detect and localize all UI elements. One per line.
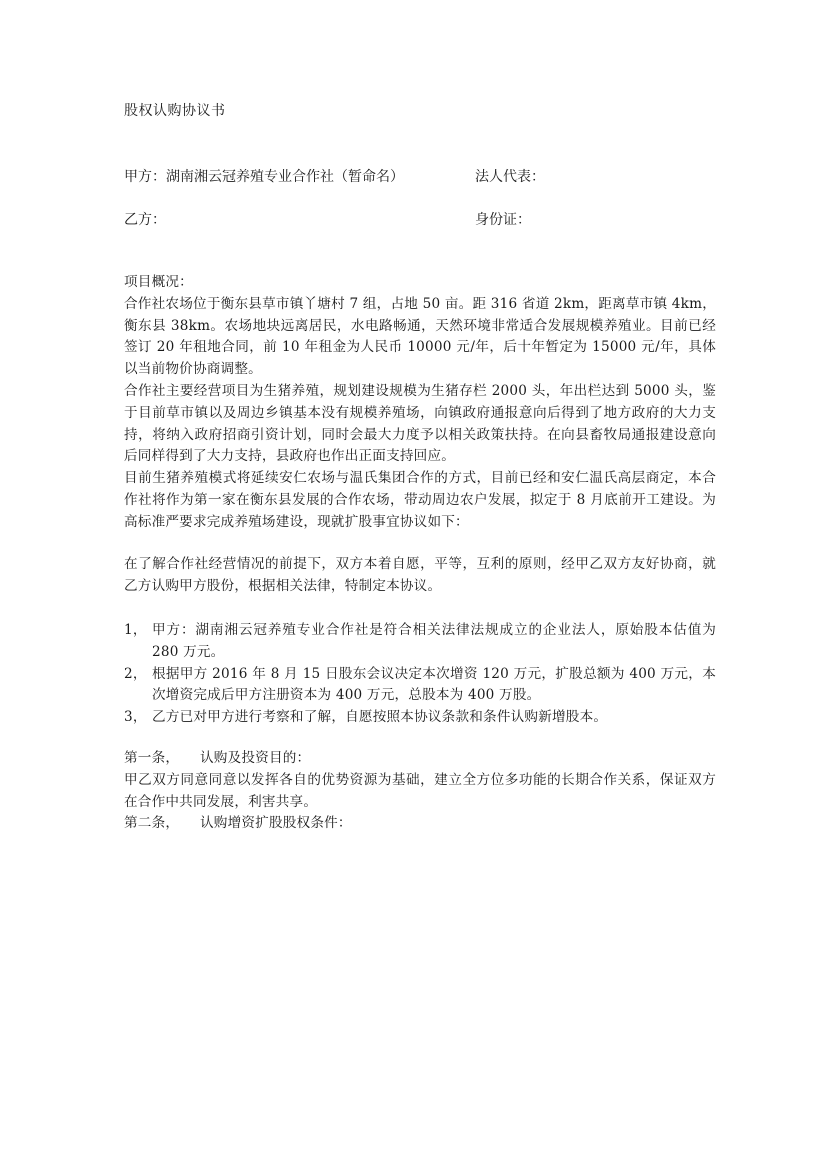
overview-paragraph-location: 合作社农场位于衡东县草市镇丫塘村 7 组，占地 50 亩。距 316 省道 2km，距离草市镇 4km，衡东县 38km。农场地块远离居民，水电路畅通，天然环境非常适合发展规模养殖业。目前已经签订 20 年租地合同，前 10 年租金为人民币 10000 元/年，后十年暂定为 15000 元/年，具体以当前物价协商调整。 (124, 295, 716, 378)
preamble-text: 在了解合作社经营情况的前提下，双方本着自愿，平等，互利的原则，经甲乙双方友好协商，就乙方认购甲方股份，根据相关法律，特制定本协议。 (124, 556, 716, 594)
overview-heading: 项目概况： (124, 274, 193, 290)
recitals-list (124, 620, 716, 729)
party-a-label: 甲方：湖南湘云冠养殖专业合作社（暂命名） (124, 169, 404, 185)
id-card-label: 身份证： (475, 212, 531, 228)
recital-number: 1， (124, 622, 147, 638)
article-2-heading (124, 813, 716, 835)
article-1-label: 第一条， (124, 750, 180, 766)
recital-number: 3， (124, 709, 147, 726)
party-b-label: 乙方： (124, 212, 166, 228)
recital-item (124, 664, 716, 708)
project-overview (124, 272, 716, 534)
article-2-label: 第二条， (124, 815, 180, 832)
agreement-preamble (124, 554, 716, 598)
party-b-row (124, 209, 724, 231)
recital-item (124, 707, 716, 729)
recital-item (124, 620, 716, 664)
legal-representative-label: 法人代表： (475, 169, 545, 185)
recital-text: 根据甲方 2016 年 8 月 15 日股东会议决定本次增资 120 万元，扩股总额为 400 万元，本次增资完成后甲方注册资本为 400 万元，总股本为 400 万股。 (152, 665, 716, 704)
document-title: 股权认购协议书 (124, 103, 226, 119)
recital-text: 乙方已对甲方进行考察和了解，自愿按照本协议条款和条件认购新增股本。 (152, 709, 608, 726)
articles-section (124, 748, 716, 835)
recital-text: 甲方：湖南湘云冠养殖专业合作社是符合相关法律法规成立的企业法人，原始股本估值为 280 万元。 (152, 622, 716, 660)
article-1-heading (124, 748, 716, 770)
overview-paragraph-model: 目前生猪养殖模式将延续安仁农场与温氏集团合作的方式，目前已经和安仁温氏高层商定，本合作社将作为第一家在衡东县发展的合作农场，带动周边农户发展，拟定于 8 月底前开工建设。为高标准严要求完成养殖场建设，现就扩股事宜协议如下： (124, 470, 716, 530)
recital-number: 2， (124, 665, 147, 682)
article-2-title: 认购增资扩股股权条件： (200, 815, 352, 832)
overview-paragraph-business: 合作社主要经营项目为生猪养殖，规划建设规模为生猪存栏 2000 头，年出栏达到 5000 头，鉴于目前草市镇以及周边乡镇基本没有规模养殖场，向镇政府通报意向后得到了地方政府的大力支持，将纳入政府招商引资计划，同时会最大力度予以相关政策扶持。在向县畜牧局通报建设意向后同样得到了大力支持，县政府也作出正面支持回应。 (124, 382, 716, 465)
party-a-row (124, 166, 724, 188)
article-1-body: 甲乙双方同意同意以发挥各自的优势资源为基础，建立全方位多功能的长期合作关系，保证双方在合作中共同发展，利害共享。 (124, 771, 716, 810)
article-1-title: 认购及投资目的： (200, 750, 311, 766)
